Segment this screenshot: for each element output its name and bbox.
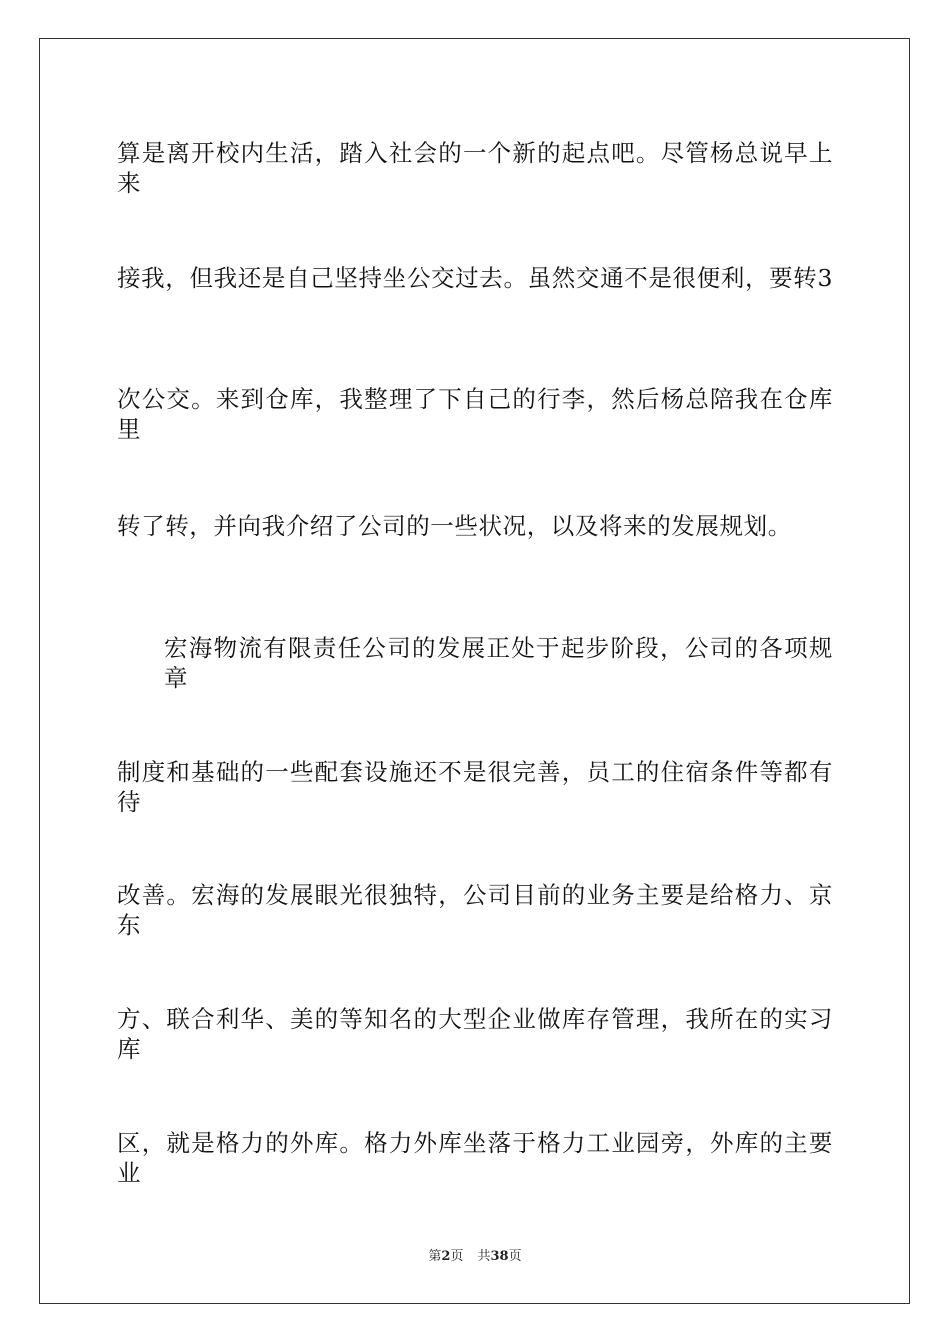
paragraph-2-line-2: 制度和基础的一些配套设施还不是很完善，员工的住宿条件等都有待 xyxy=(117,758,833,816)
page-footer xyxy=(0,1248,950,1266)
footer-total-pages: 38 xyxy=(490,1249,509,1264)
text-line-1: 算是离开校内生活，踏入社会的一个新的起点吧。尽管杨总说早上来 xyxy=(117,139,833,197)
text-line-3: 次公交。来到仓库，我整理了下自己的行李，然后杨总陪我在仓库里 xyxy=(117,385,833,443)
paragraph-2-line-1: 宏海物流有限责任公司的发展正处于起步阶段，公司的各项规章 xyxy=(164,634,833,692)
footer-total-prefix: 共 xyxy=(477,1249,491,1264)
paragraph-2-line-3: 改善。宏海的发展眼光很独特，公司目前的业务主要是给格力、京东 xyxy=(117,881,833,939)
footer-page-prefix: 第 xyxy=(428,1249,442,1264)
text-line-2: 接我，但我还是自己坚持坐公交过去。虽然交通不是很便利，要转3 xyxy=(117,264,833,292)
paragraph-2-line-5: 区，就是格力的外库。格力外库坐落于格力工业园旁，外库的主要业 xyxy=(117,1129,833,1187)
footer-page-number: 2 xyxy=(441,1249,451,1264)
text-line-4: 转了转，并向我介绍了公司的一些状况，以及将来的发展规划。 xyxy=(117,512,792,540)
paragraph-2-line-4: 方、联合利华、美的等知名的大型企业做库存管理，我所在的实习库 xyxy=(117,1005,833,1063)
footer-total-suffix: 页 xyxy=(508,1249,522,1264)
footer-page-suffix: 页 xyxy=(450,1249,464,1264)
